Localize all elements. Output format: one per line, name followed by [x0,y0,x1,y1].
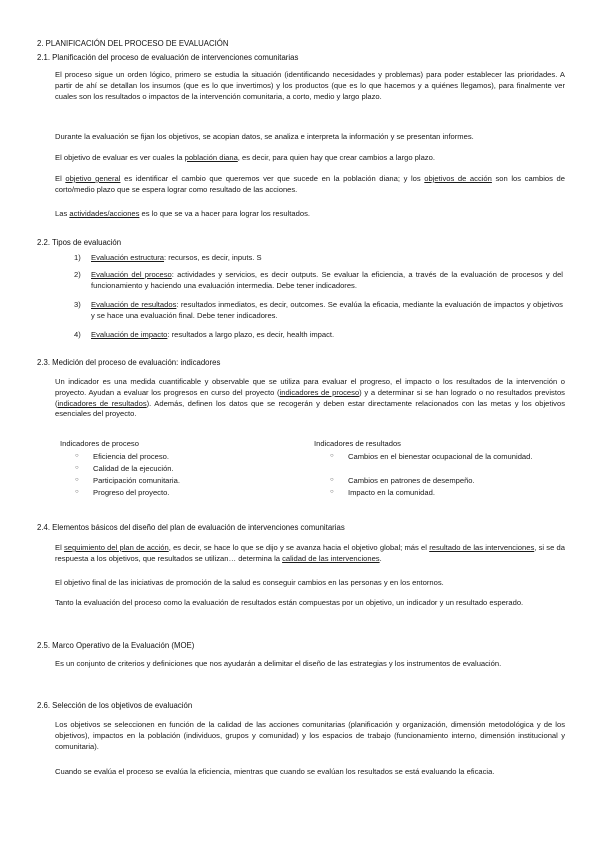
item-term: Evaluación de impacto [91,330,168,339]
section-2-6-paragraph-1: Los objetivos se seleccionen en función de la calidad de las acciones comunitarias (planificación y organización, dimensión metodológica y de los objetivos), impactos en la población (individuos, grupos y comunidad) y los espacios de trabajo (funcionamiento interno, dimensión institucional y comunitaria). [55,720,565,751]
section-2-2-heading: 2.2. Tipos de evaluación [37,238,122,247]
bullet-icon: ○ [75,453,79,459]
bullet-icon: ○ [75,477,79,483]
underlined-term: indicadores de resultados [57,398,147,408]
process-indicators-heading: Indicadores de proceso [60,439,139,448]
underlined-term: actividades/acciones [69,209,140,218]
result-indicators-heading: Indicadores de resultados [314,439,401,448]
underlined-term: calidad de las intervenciones [282,553,380,563]
section-2-6-paragraph-2: Cuando se evalúa el proceso se evalúa la eficiencia, mientras que cuando se evalúan los resultados se está evaluando la eficacia. [55,767,495,776]
item-number: 1) [74,253,81,262]
section-2-4-paragraph-3: Tanto la evaluación del proceso como la evaluación de resultados están compuestas por un objetivo, un indicador y un resultado esperado. [55,598,524,607]
section-2-4-paragraph-2: El objetivo final de las iniciativas de promoción de la salud es conseguir cambios en las personas y en los entornos. [55,578,444,587]
item-number: 2) [74,270,81,279]
item-term: Evaluación de resultados [91,300,177,309]
underlined-term: objetivo general [65,174,121,183]
bullet-icon: ○ [75,465,79,471]
section-2-5-heading: 2.5. Marco Operativo de la Evaluación (MOE) [37,641,195,650]
document-title: 2. PLANIFICACIÓN DEL PROCESO DE EVALUACIÓN [37,39,229,48]
bullet-icon: ○ [330,453,334,459]
section-2-6-heading: 2.6. Selección de los objetivos de evaluación [37,701,193,710]
underlined-term: población diana [184,153,238,162]
section-2-3-paragraph: Un indicador es una medida cuantificable y observable que se utiliza para evaluar el progreso, el impacto o los resultados de la intervención o proyecto. Ayudan a evaluar los progresos en curso del proyecto (indicadores de proceso) y a determinar si se han logrado o no resultados previstos (indicadores de resultados). Además, definen los datos que se recogerán y deben estar directamente relacionados con las metas y los objetivos esenciales del proyecto. [55,377,565,419]
underlined-term: objetivos de acción [424,174,492,183]
section-2-5-paragraph: Es un conjunto de criterios y definiciones que nos ayudarán a delimitar el diseño de las estrategias y los instrumentos de evaluación. [55,659,502,668]
underlined-term: indicadores de proceso [279,387,360,397]
section-2-1-paragraph-1: El proceso sigue un orden lógico, primero se estudia la situación (identificando necesidades y problemas) para poder establecer las prioridades. A partir de ahí se detallan los insumos (que es lo que invertimos) y los productos (que es lo que hacemos y a quiénes llegamos), para finalmente ver cuales son los resultados o impactos de la intervención comunitaria, a corto, medio y largo plazo. [55,70,565,101]
section-2-1-paragraph-4: El objetivo general es identificar el cambio que queremos ver que sucede en la población diana; y los objetivos de acción son los cambios de corto/medio plazo que se espera lograr como resultado de las acciones. [55,174,565,194]
item-number: 4) [74,330,81,339]
item-term: Evaluación estructura [91,253,165,262]
underlined-term: resultado de las intervenciones [429,543,535,552]
section-2-4-heading: 2.4. Elementos básicos del diseño del plan de evaluación de intervenciones comunitarias [37,523,345,532]
section-2-1-paragraph-3: El objetivo de evaluar es ver cuales la población diana, es decir, para quien hay que crear cambios a largo plazo. [55,153,435,162]
section-2-1-paragraph-2: Durante la evaluación se fijan los objetivos, se acopian datos, se analiza e interpreta la información y se presentan informes. [55,132,474,141]
bullet-icon: ○ [75,489,79,495]
bullet-icon: ○ [330,477,334,483]
section-2-4-paragraph-1: El seguimiento del plan de acción, es decir, se hace lo que se dijo y se avanza hacia el objetivo global; más el resultado de las intervenciones, si se da respuesta a los objetivos, que resultados se utilizan… determina la calidad de las intervenciones. [55,543,565,563]
section-2-1-heading: 2.1. Planificación del proceso de evaluación de intervenciones comunitarias [37,53,299,62]
section-2-1-paragraph-5: Las actividades/acciones es lo que se va a hacer para lograr los resultados. [55,209,310,218]
section-2-3-heading: 2.3. Medición del proceso de evaluación: indicadores [37,358,221,367]
item-term: Evaluación del proceso [91,270,172,279]
document-page: 2. PLANIFICACIÓN DEL PROCESO DE EVALUACIÓN 2.1. Planificación del proceso de evaluación de intervenciones comunitarias El proceso sigue un orden lógico, primero se estudia la situación (identificando necesidades y problemas) para poder establecer las prioridades. A partir de ahí se detallan los insumos (que es lo que invertimos) y los productos (que es lo que hacemos y a quiénes llegamos), para finalmente ver cuales son los resultados o impactos de la intervención comunitaria, a corto, medio y largo plazo. Durante la evaluación se fijan los objetivos, se acopian datos, se analiza e interpreta la información y se presentan informes. El objetivo de evaluar es ver cuales la población diana, es decir, para quien hay que crear cambios a largo plazo. El objetivo general es identificar el cambio que queremos ver que sucede en la población diana; y los objetivos de acción son los cambios de corto/medio plazo que se espera lograr como resultado de las acciones. Las actividades/acciones es lo que se va a hacer para lograr los resultados. 2.2. Tipos de evaluación 1) Evaluación estructura: recursos, es decir, inputs. S 2) Evaluación del proceso: actividades y servicios, es decir outputs. Se evaluar la eficiencia, a través de la evaluación de procesos y del funcionamiento y haciendo una evaluación intermedia. Debe tener indicadores. 3) Evaluación de resultados: resultados inmediatos, es decir, outcomes. Se evalúa la eficacia, mediante la evaluación de impactos y objetivos y se hace una evaluación final. Debe tener indicadores. 4) Evaluación de impacto: resultados a largo plazo, es decir, health impact. 2.3. Medición del proceso de evaluación: indicadores Un indicador es una medida cuantificable y observable que se utiliza para evaluar el progreso, el impacto o los resultados de la intervención o proyecto. Ayudan a evaluar los progresos en curso del proyecto (indicadores de proceso) y a determinar si se han logrado o no resultados previstos (indicadores de resultados). Además, definen los datos que se recogerán y deben estar directamente relacionados con las metas y los objetivos esenciales del proyecto. Indicadores de proceso ○ Eficiencia del proceso. ○ Calidad de la ejecución. ○ Participación comunitaria. ○ Progreso del proyecto. Indicadores de resultados ○ Cambios en el bienestar ocupacional de la comunidad. ○ Cambios en patrones de desempeño. ○ Impacto en la comunidad. 2.4. Elementos básicos del diseño del plan de evaluación de intervenciones comunitarias El seguimiento del plan de acción, es decir, se hace lo que se dijo y se avanza hacia el objetivo global; más el resultado de las intervenciones, si se da respuesta a los objetivos, que resultados se utilizan… determina la calidad de las intervenciones. El objetivo final de las iniciativas de promoción de la salud es conseguir cambios en las personas y en los entornos. Tanto la evaluación del proceso como la evaluación de resultados están compuestas por un objetivo, un indicador y un resultado esperado. 2.5. Marco Operativo de la Evaluación (MOE) Es un conjunto de criterios y definiciones que nos ayudarán a delimitar el diseño de las estrategias y los instrumentos de evaluación. 2.6. Selección de los objetivos de evaluación Los objetivos se seleccionen en función de la calidad de las acciones comunitarias (planificación y organización, dimensión metodológica y de los objetivos), impactos en la población (individuos, grupos y comunidad) y los espacios de trabajo (funcionamiento interno, dimensión institucional y comunitaria). Cuando se evalúa el proceso se evalúa la eficiencia, mientras que cuando se evalúan los resultados se está evaluando la eficacia. [37,39,565,776]
underlined-term: seguimiento del plan de acción [63,543,169,552]
item-number: 3) [74,300,81,309]
bullet-icon: ○ [330,489,334,495]
